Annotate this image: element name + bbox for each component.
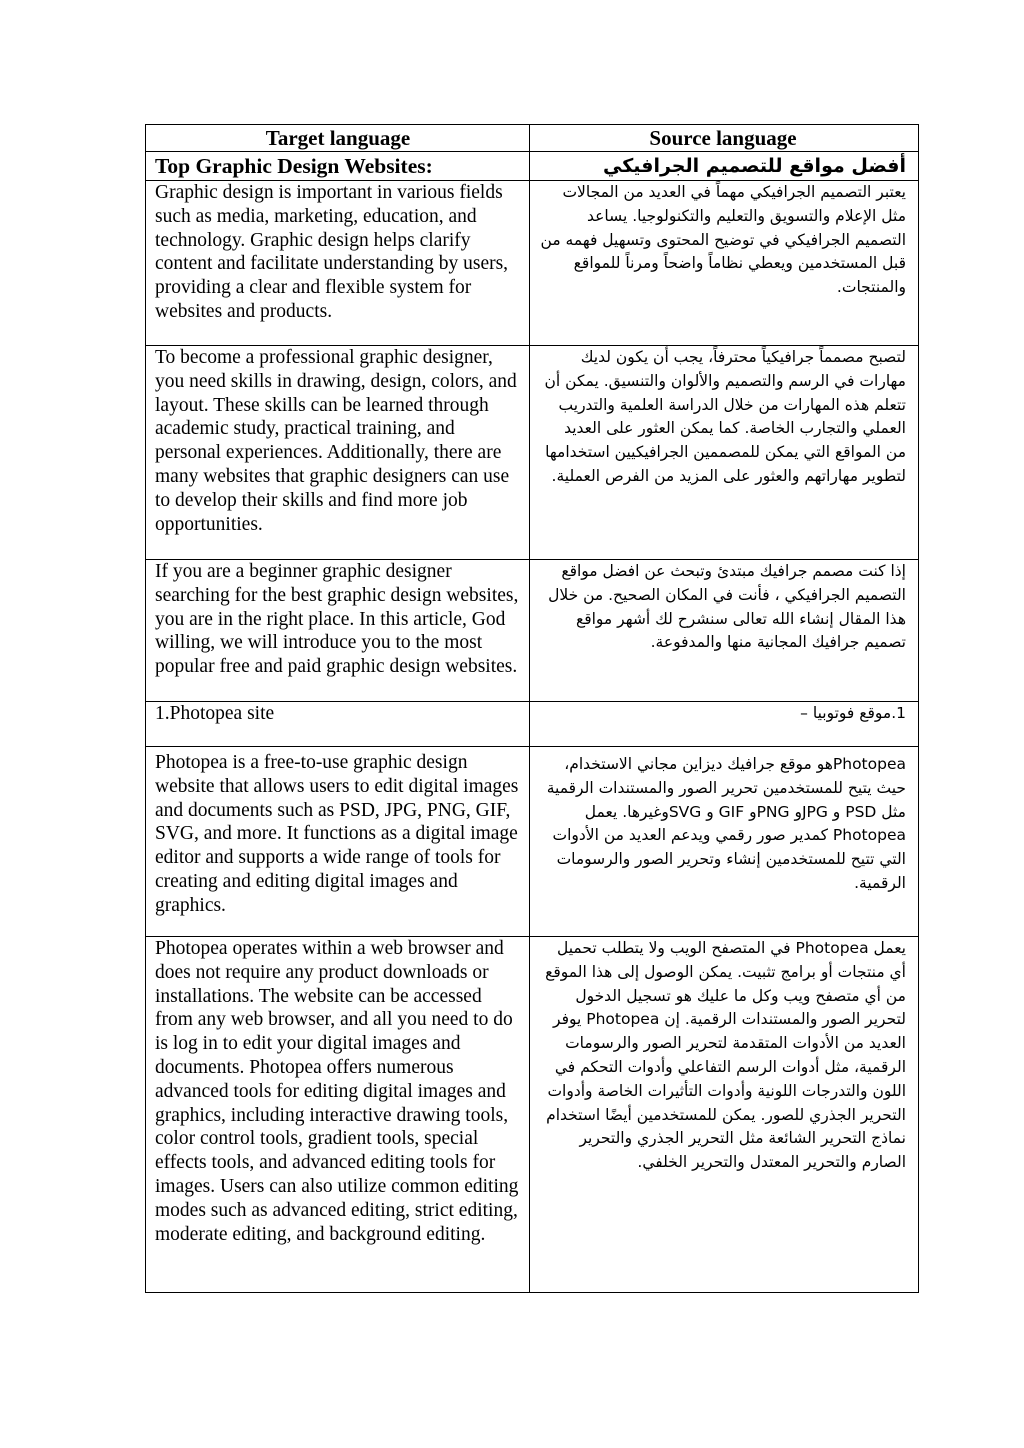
header-target-language: Target language [146,125,530,152]
row-1-source: يعتبر التصميم الجرافيكي مهماً في العديد من المجالات مثل الإعلام والتسويق والتعليم والتكنولوجيا. يساعد التصميم الجرافيكي في توضيح المحتوى وتسهيل فهمه من قبل المستخدمين ويعطي نظاماً واضحاً ومرناً للمواقع والمنتجات. [530,181,919,346]
row-2-source: لتصبح مصمماً جرافيكياً محترفاً، يجب أن يكون لديك مهارات في الرسم والتصميم والألوان والتنسيق. يمكن أن تتعلم هذه المهارات من خلال الدراسة العلمية والتدريب العملي والتجارب الخاصة. كما يمكن العثور على العديد من المواقع التي يمكن للمصممين الجرافيكيين استخدامها لتطوير مهاراتهم والعثور على المزيد من الفرص العملية. [530,346,919,560]
header-source-language: Source language [530,125,919,152]
table-row [146,702,919,747]
table-row [146,560,919,702]
table-row [146,346,919,560]
header-row [146,125,919,152]
title-source: أفضل مواقع للتصميم الجرافيكي [530,152,919,181]
row-2-target: To become a professional graphic designer, you need skills in drawing, design, colors, and layout. These skills can be learned through academic study, practical training, and personal experiences. Additionally, there are many websites that graphic designers can use to develop their skills and find more job opportunities. [146,346,530,560]
row-6-target: Photopea operates within a web browser and does not require any product downloads or installations. The website can be accessed from any web browser, and all you need to do is log in to edit your digital images and documents. Photopea offers numerous advanced tools for editing digital images and graphics, including interactive drawing tools, color control tools, gradient tools, special effects tools, and advanced editing tools for images. Users can also utilize common editing modes such as advanced editing, strict editing, moderate editing, and background editing. [146,937,530,1293]
row-3-target: If you are a beginner graphic designer searching for the best graphic design websites, you are in the right place. In this article, God willing, we will introduce you to the most popular free and paid graphic design websites. [146,560,530,702]
row-5-target: Photopea is a free-to-use graphic design website that allows users to edit digital images and documents such as PSD, JPG, PNG, GIF, SVG, and more. It functions as a digital image editor and supports a wide range of tools for creating and editing digital images and graphics. [146,747,530,937]
translation-table [145,124,919,1293]
row-4-source: 1.موقع فوتوبيا – [530,702,919,747]
table-row [146,747,919,937]
title-row [146,152,919,181]
table-row [146,181,919,346]
row-5-source: Photopeaهو موقع جرافيك ديزاين مجاني الاستخدام، حيث يتيح للمستخدمين تحرير الصور والمستندات الرقمية مثل PSD و JPGو PNGو GIF و SVGوغيرها. يعمل Photopea كمدير صور رقمي ويدعم العديد من الأدوات التي تتيح للمستخدمين إنشاء وتحرير الصور والرسومات الرقمية. [530,747,919,937]
title-target: Top Graphic Design Websites: [146,152,530,181]
table-row [146,937,919,1293]
row-3-source: إذا كنت مصمم جرافيك مبتدئ وتبحث عن افضل مواقع التصميم الجرافيكي ، فأنت في المكان الصحيح. من خلال هذا المقال إنشاء الله تعالى سنشرح لك أشهر مواقع تصميم جرافيك المجانية منها والمدفوعة. [530,560,919,702]
row-4-target: 1.Photopea site [146,702,530,747]
row-1-target: Graphic design is important in various fields such as media, marketing, education, and technology. Graphic design helps clarify content and facilitate understanding by users, providing a clear and flexible system for websites and products. [146,181,530,346]
translation-table-wrapper [145,124,906,1293]
row-6-source: يعمل Photopea في المتصفح الويب ولا يتطلب تحميل أي منتجات أو برامج تثبيت. يمكن الوصول إلى هذا الموقع من أي متصفح ويب وكل ما عليك هو تسجيل الدخول لتحرير الصور والمستندات الرقمية. إن Photopea يوفر العديد من الأدوات المتقدمة لتحرير الصور والرسومات الرقمية، مثل أدوات الرسم التفاعلي وأدوات التحكم في اللون والتدرجات اللونية وأدوات التأثيرات الخاصة وأدوات التحرير الجذري للصور. يمكن للمستخدمين أيضًا استخدام نماذج التحرير الشائعة مثل التحرير الجذري والتحرير الصارم والتحرير المعتدل والتحرير الخلفي. [530,937,919,1293]
